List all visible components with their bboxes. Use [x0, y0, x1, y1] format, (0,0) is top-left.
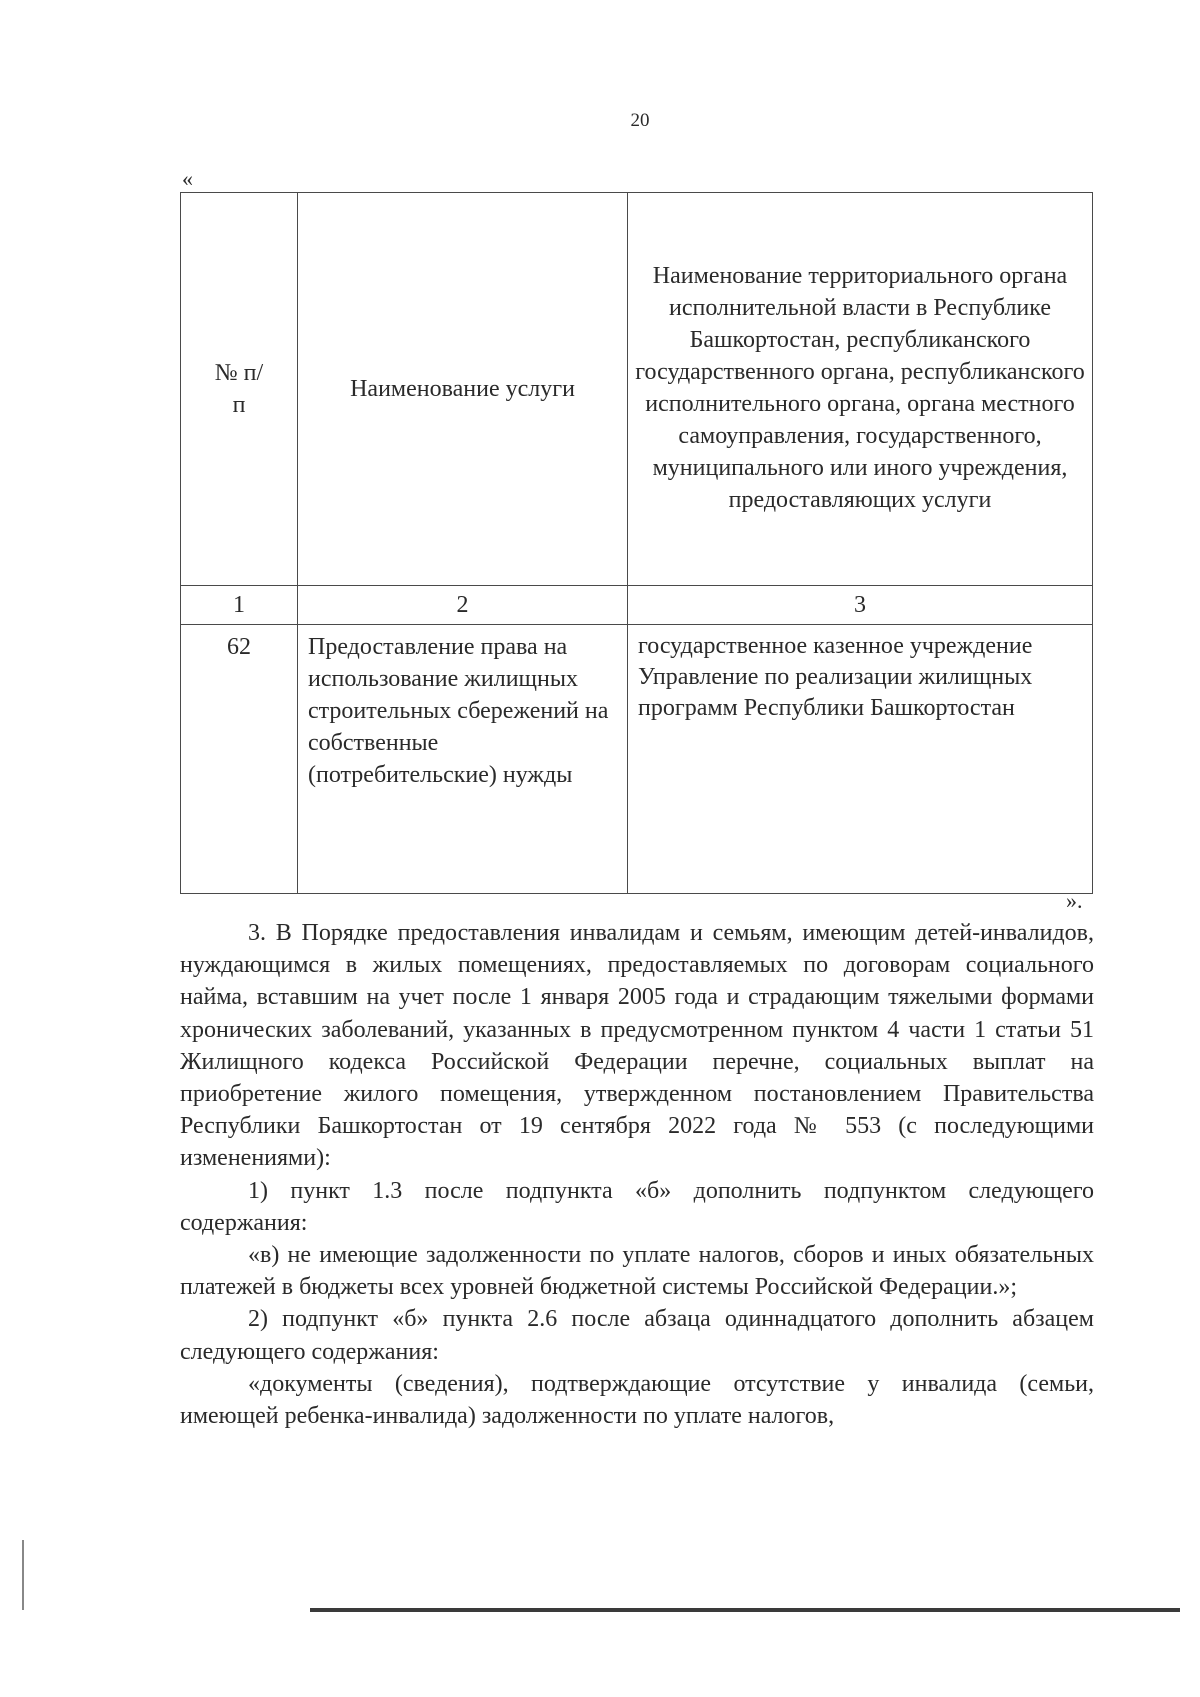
header-service-label: Наименование услуги [350, 376, 575, 402]
header-organ-cell [628, 193, 1093, 586]
services-table [180, 192, 1093, 894]
paragraph-amendment-intro: 3. В Порядке предоставления инвалидам и семьям, имеющим детей-инвалидов, нуждающимся в жилых помещениях, предоставляемых по договорам социального найма, вставшим на учет после 1 января 2005 года и страдающим тяжелыми формами хронических заболеваний, указанных в предусмотренном пунктом 4 части 1 статьи 51 Жилищного кодекса Российской Федерации перечне, социальных выплат на приобретение жилого помещения, утвержденном постановлением Правительства Республики Башкортостан от 19 сентября 2022 года № 553 (с последующими изменениями): [180, 920, 1094, 1172]
closing-quote: ». [1066, 888, 1083, 913]
paragraph-item-1-text: «в) не имеющие задолженности по уплате налогов, сборов и иных обязательных платежей в бюджеты всех уровней бюджетной системы Российской Федерации.»; [180, 1242, 1094, 1301]
column-number-3: 3 [628, 586, 1093, 625]
row-organ-cell: государственное казенное учреждение Управление по реализации жилищных программ Республики Башкортостан [628, 625, 1093, 894]
paragraph-item-2: 2) подпункт «б» пункта 2.6 после абзаца одиннадцатого дополнить абзацем следующего содержания: [180, 1306, 1094, 1365]
column-number-2: 2 [298, 586, 628, 625]
opening-quote: « [182, 166, 193, 191]
table-header-row [181, 193, 1093, 586]
row-service-cell: Предоставление права на использование жилищных строительных сбережений на собственные (потребительские) нужды [298, 625, 628, 894]
paragraph-item-1: 1) пункт 1.3 после подпункта «б» дополнить подпунктом следующего содержания: [180, 1177, 1094, 1236]
left-margin-mark [22, 1540, 24, 1610]
column-number-1: 1 [181, 586, 298, 625]
table-row [181, 625, 1093, 894]
header-organ-label: Наименование территориального органа исполнительной власти в Республике Башкортостан, республиканского государственного органа, республиканского исполнительного органа, органа местного самоуправления, государственного, муниципального или иного учреждения, предоставляющих услуги [635, 263, 1085, 513]
page-number: 20 [630, 110, 650, 131]
column-numbers-row [181, 586, 1093, 625]
header-number-label: № п/п [214, 360, 264, 418]
row-number-cell: 62 [181, 625, 298, 894]
bottom-scan-rule [310, 1608, 1180, 1612]
header-service-cell [298, 193, 628, 586]
body-text [180, 917, 1094, 1432]
header-number-cell [181, 193, 298, 586]
paragraph-item-2-text: «документы (сведения), подтверждающие отсутствие у инвалида (семьи, имеющей ребенка-инвалида) задолженности по уплате налогов, [180, 1370, 1094, 1430]
